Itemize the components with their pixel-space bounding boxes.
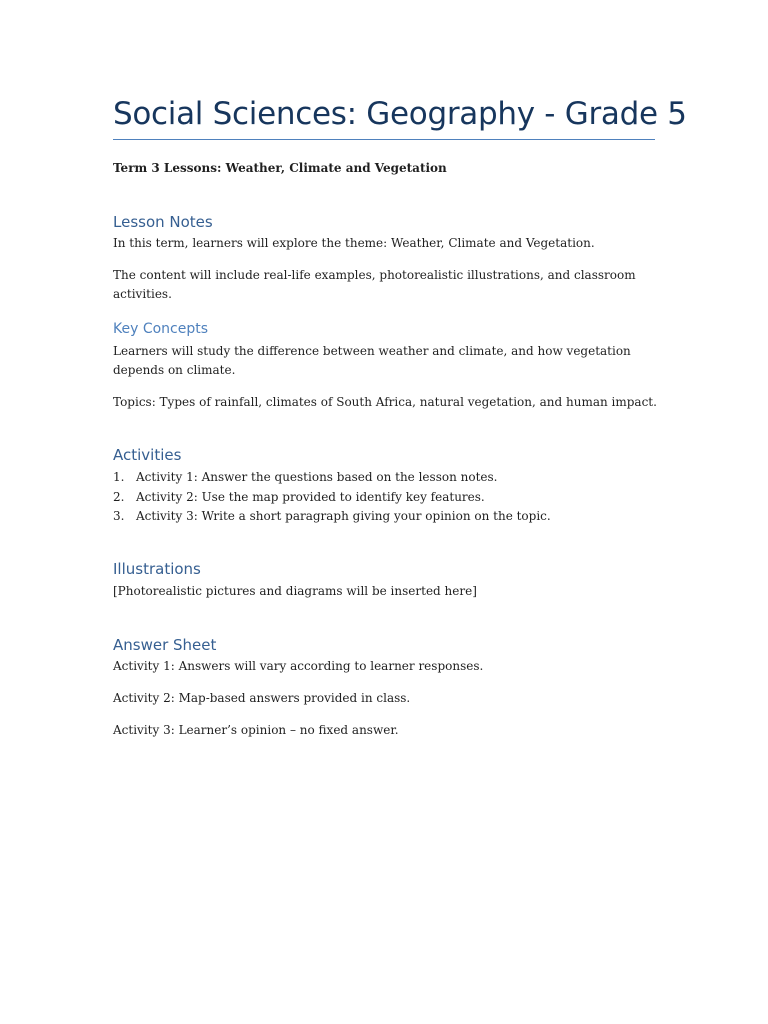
- list-item: [113, 507, 655, 527]
- key-concepts-paragraph-1: Learners will study the difference between weather and climate, and how vegetation depends on climate.: [113, 344, 631, 377]
- list-item: [113, 468, 655, 488]
- list-item-number: 2.: [113, 489, 125, 504]
- heading-lesson-notes: Lesson Notes: [113, 213, 213, 231]
- answer-sheet-paragraph-3: Activity 3: Learner’s opinion – no fixed answer.: [113, 723, 399, 737]
- lesson-notes-paragraph-2: The content will include real-life examples, photorealistic illustrations, and classroom activities.: [113, 268, 636, 301]
- document-subtitle: Term 3 Lessons: Weather, Climate and Vegetation: [113, 161, 447, 175]
- illustrations-placeholder: [Photorealistic pictures and diagrams will be inserted here]: [113, 584, 477, 598]
- list-item-text: Activity 3: Write a short paragraph giving your opinion on the topic.: [136, 509, 551, 523]
- heading-illustrations: Illustrations: [113, 560, 201, 578]
- document-title: Social Sciences: Geography - Grade 5: [113, 96, 687, 132]
- key-concepts-paragraph-2: Topics: Types of rainfall, climates of South Africa, natural vegetation, and human impact.: [113, 395, 657, 409]
- title-underline: [113, 139, 655, 140]
- list-item: [113, 488, 655, 508]
- heading-key-concepts: Key Concepts: [113, 321, 209, 337]
- answer-sheet-paragraph-1: Activity 1: Answers will vary according to learner responses.: [113, 659, 484, 673]
- lesson-notes-paragraph-1: In this term, learners will explore the theme: Weather, Climate and Vegetation.: [113, 236, 595, 250]
- list-item-number: 1.: [113, 470, 125, 484]
- list-item-number: 3.: [113, 509, 125, 523]
- heading-answer-sheet: Answer Sheet: [113, 636, 217, 654]
- list-item-text: Activity 1: Answer the questions based on the lesson notes.: [136, 470, 498, 484]
- answer-sheet-paragraph-2: Activity 2: Map-based answers provided in class.: [113, 691, 411, 705]
- activities-list: [113, 468, 655, 527]
- list-item-text: Activity 2: Use the map provided to identify key features.: [136, 489, 485, 504]
- heading-activities: Activities: [113, 446, 182, 464]
